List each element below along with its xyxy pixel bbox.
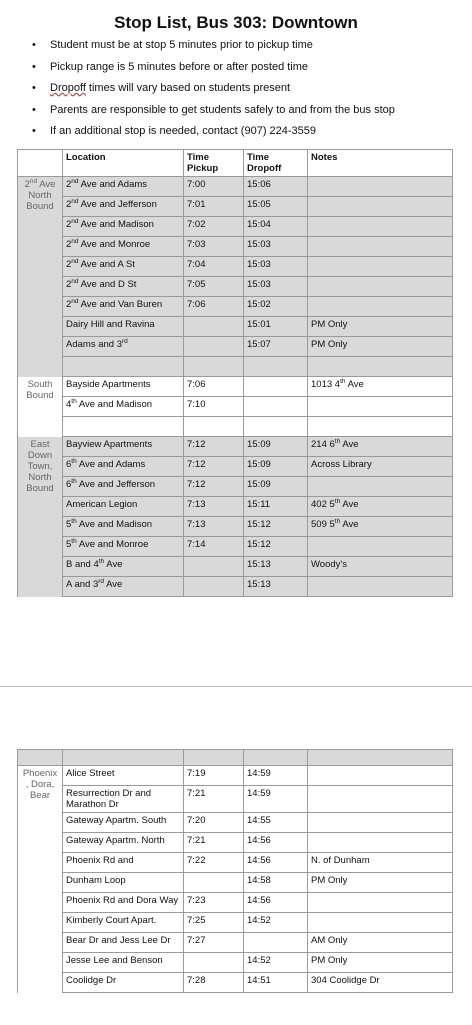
stop-location: Dunham Loop — [63, 873, 184, 893]
rule-item: • Parents are responsible to get students safely to and from the bus stop — [28, 103, 395, 125]
group-header — [18, 150, 63, 177]
group-label: East Down Town, North Bound — [18, 437, 63, 597]
stop-location: Dairy Hill and Ravina — [63, 317, 184, 337]
table-row — [18, 477, 453, 497]
dropoff-time: 15:12 — [244, 537, 308, 557]
dropoff-time: 15:05 — [244, 197, 308, 217]
pickup-time: 7:06 — [184, 377, 244, 397]
table-row — [18, 557, 453, 577]
stop-notes: 1013 4th Ave — [308, 377, 453, 397]
pickup-time: 7:00 — [184, 177, 244, 197]
dropoff-time: 14:52 — [244, 953, 308, 973]
table-row — [18, 517, 453, 537]
table-row — [18, 913, 453, 933]
pickup-time: 7:28 — [184, 973, 244, 993]
table-row — [18, 437, 453, 457]
stop-location: Alice Street — [63, 766, 184, 786]
stop-notes: PM Only — [308, 873, 453, 893]
dropoff-time: 14:56 — [244, 893, 308, 913]
location-header: Location — [63, 150, 184, 177]
stop-location: 6th Ave and Adams — [63, 457, 184, 477]
group-label: Phoenix , Dora, Bear — [18, 766, 63, 993]
stop-notes: 304 Coolidge Dr — [308, 973, 453, 993]
pickup-time: 7:03 — [184, 237, 244, 257]
table-row — [18, 197, 453, 217]
stop-notes — [308, 197, 453, 217]
stop-location: Bayside Apartments — [63, 377, 184, 397]
pickup-time — [184, 337, 244, 357]
pickup-time: 7:12 — [184, 437, 244, 457]
stop-notes: 509 5th Ave — [308, 517, 453, 537]
stop-notes — [308, 357, 453, 377]
rules-list — [28, 38, 395, 146]
pickup-time: 7:12 — [184, 477, 244, 497]
stop-notes — [308, 237, 453, 257]
table-row — [18, 217, 453, 237]
dropoff-time: 14:56 — [244, 833, 308, 853]
header-row — [18, 150, 453, 177]
rule-item: • Student must be at stop 5 minutes prior to pickup time — [28, 38, 395, 60]
pickup-time: 7:27 — [184, 933, 244, 953]
pickup-time — [184, 357, 244, 377]
stop-notes — [308, 813, 453, 833]
stop-location: 2nd Ave and Madison — [63, 217, 184, 237]
group-label: South Bound — [18, 377, 63, 437]
dropoff-time: 15:03 — [244, 257, 308, 277]
stop-location — [63, 357, 184, 377]
dropoff-time: 15:04 — [244, 217, 308, 237]
stop-location: Phoenix Rd and Dora Way — [63, 893, 184, 913]
stop-table-page-2 — [17, 749, 453, 993]
pickup-time — [184, 557, 244, 577]
stop-location: Gateway Apartm. North — [63, 833, 184, 853]
stop-notes — [308, 397, 453, 417]
pickup-time: 7:05 — [184, 277, 244, 297]
stop-notes — [308, 833, 453, 853]
stop-location: American Legion — [63, 497, 184, 517]
pickup-time: 7:10 — [184, 397, 244, 417]
dropoff-time: 14:56 — [244, 853, 308, 873]
stop-location: 2nd Ave and Adams — [63, 177, 184, 197]
pickup-time: 7:02 — [184, 217, 244, 237]
dropoff-time: 15:09 — [244, 477, 308, 497]
dropoff-time: 14:59 — [244, 766, 308, 786]
dropoff-time: 15:03 — [244, 277, 308, 297]
pickup-time: 7:04 — [184, 257, 244, 277]
stop-location: 2nd Ave and Monroe — [63, 237, 184, 257]
notes-header: Notes — [308, 150, 453, 177]
dropoff-time: 15:13 — [244, 557, 308, 577]
stop-location: Resurrection Dr and Marathon Dr — [63, 786, 184, 813]
table-row — [18, 833, 453, 853]
stop-notes — [308, 766, 453, 786]
table-row — [18, 577, 453, 597]
pickup-time: 7:21 — [184, 833, 244, 853]
pickup-time — [184, 577, 244, 597]
table-row — [18, 766, 453, 786]
rule-item: • If an additional stop is needed, contact (907) 224-3559 — [28, 124, 395, 146]
stop-notes — [308, 177, 453, 197]
dropoff-time: 15:09 — [244, 457, 308, 477]
table-row — [18, 377, 453, 397]
dropoff-time: 14:59 — [244, 786, 308, 813]
rule-item: • Pickup range is 5 minutes before or after posted time — [28, 60, 395, 82]
table-row — [18, 417, 453, 437]
stop-notes: PM Only — [308, 317, 453, 337]
stop-location: 5th Ave and Monroe — [63, 537, 184, 557]
table-row — [18, 933, 453, 953]
table-row — [18, 853, 453, 873]
dropoff-time: 14:58 — [244, 873, 308, 893]
stop-notes — [308, 477, 453, 497]
rule-item: • Dropoff times will vary based on students present — [28, 81, 395, 103]
table-row — [18, 786, 453, 813]
stop-table-page-1 — [17, 149, 453, 597]
stop-notes — [308, 537, 453, 557]
stop-notes — [308, 577, 453, 597]
dropoff-time: 15:12 — [244, 517, 308, 537]
dropoff-time: 15:01 — [244, 317, 308, 337]
table-row — [18, 177, 453, 197]
stop-notes: 214 6th Ave — [308, 437, 453, 457]
stop-location: 2nd Ave and A St — [63, 257, 184, 277]
table-row — [18, 873, 453, 893]
pickup-time: 7:12 — [184, 457, 244, 477]
dropoff-time: 14:51 — [244, 973, 308, 993]
dropoff-time: 15:03 — [244, 237, 308, 257]
pickup-time: 7:14 — [184, 537, 244, 557]
stop-notes: PM Only — [308, 953, 453, 973]
dropoff-time — [244, 417, 308, 437]
stop-notes — [308, 417, 453, 437]
pickup-time — [184, 873, 244, 893]
stop-location: Bear Dr and Jess Lee Dr — [63, 933, 184, 953]
table-row — [18, 397, 453, 417]
table-row — [18, 457, 453, 477]
table-row — [18, 973, 453, 993]
stop-notes: 402 5th Ave — [308, 497, 453, 517]
stop-location: Bayview Apartments — [63, 437, 184, 457]
stop-notes — [308, 297, 453, 317]
table-row — [18, 337, 453, 357]
stop-location: A and 3rd Ave — [63, 577, 184, 597]
stop-notes — [308, 217, 453, 237]
pickup-time: 7:19 — [184, 766, 244, 786]
stop-notes — [308, 786, 453, 813]
stop-location: 6th Ave and Jefferson — [63, 477, 184, 497]
pickup-time: 7:23 — [184, 893, 244, 913]
stop-location: 2nd Ave and D St — [63, 277, 184, 297]
pickup-time: 7:25 — [184, 913, 244, 933]
stop-location: Jesse Lee and Benson — [63, 953, 184, 973]
pickup-time: 7:01 — [184, 197, 244, 217]
stop-notes — [308, 257, 453, 277]
header-row — [18, 750, 453, 766]
stop-location: Adams and 3rd — [63, 337, 184, 357]
dropoff-time: 15:13 — [244, 577, 308, 597]
stop-location: 2nd Ave and Van Buren — [63, 297, 184, 317]
dropoff-time: 14:52 — [244, 913, 308, 933]
dropoff-time — [244, 397, 308, 417]
page-title: Stop List, Bus 303: Downtown — [114, 13, 358, 32]
dropoff-time: 15:09 — [244, 437, 308, 457]
pickup-time: 7:22 — [184, 853, 244, 873]
table-row — [18, 237, 453, 257]
dropoff-time: 15:07 — [244, 337, 308, 357]
stop-notes — [308, 913, 453, 933]
table-row — [18, 317, 453, 337]
stop-location: Kimberly Court Apart. — [63, 913, 184, 933]
stop-location: Coolidge Dr — [63, 973, 184, 993]
pickup-time: 7:06 — [184, 297, 244, 317]
dropoff-time — [244, 933, 308, 953]
stop-notes: N. of Dunham — [308, 853, 453, 873]
table-row — [18, 357, 453, 377]
pickup-time — [184, 417, 244, 437]
dropoff-time: 15:06 — [244, 177, 308, 197]
dropoff-time — [244, 377, 308, 397]
pickup-time: 7:13 — [184, 517, 244, 537]
dropoff-time: 14:55 — [244, 813, 308, 833]
dropoff-time: 15:02 — [244, 297, 308, 317]
table-row — [18, 277, 453, 297]
pickup-time — [184, 953, 244, 973]
pickup-time: 7:20 — [184, 813, 244, 833]
stop-notes: Woody's — [308, 557, 453, 577]
stop-location: B and 4th Ave — [63, 557, 184, 577]
table-row — [18, 297, 453, 317]
pickup-time: 7:13 — [184, 497, 244, 517]
dropoff-time: 15:11 — [244, 497, 308, 517]
stop-notes: PM Only — [308, 337, 453, 357]
group-label: 2nd Ave North Bound — [18, 177, 63, 377]
pickup-time — [184, 317, 244, 337]
table-row — [18, 537, 453, 557]
stop-notes: AM Only — [308, 933, 453, 953]
table-row — [18, 953, 453, 973]
table-row — [18, 893, 453, 913]
stop-location: Phoenix Rd and — [63, 853, 184, 873]
stop-notes — [308, 277, 453, 297]
stop-location: Gateway Apartm. South — [63, 813, 184, 833]
dropoff-header: Time Dropoff — [244, 150, 308, 177]
table-row — [18, 497, 453, 517]
dropoff-time — [244, 357, 308, 377]
table-row — [18, 813, 453, 833]
pickup-time: 7:21 — [184, 786, 244, 813]
pickup-header: Time Pickup — [184, 150, 244, 177]
stop-notes — [308, 893, 453, 913]
table-row — [18, 257, 453, 277]
stop-location: 5th Ave and Madison — [63, 517, 184, 537]
stop-location: 2nd Ave and Jefferson — [63, 197, 184, 217]
page-two — [0, 686, 472, 1025]
stop-location — [63, 417, 184, 437]
stop-location: 4th Ave and Madison — [63, 397, 184, 417]
stop-notes: Across Library — [308, 457, 453, 477]
